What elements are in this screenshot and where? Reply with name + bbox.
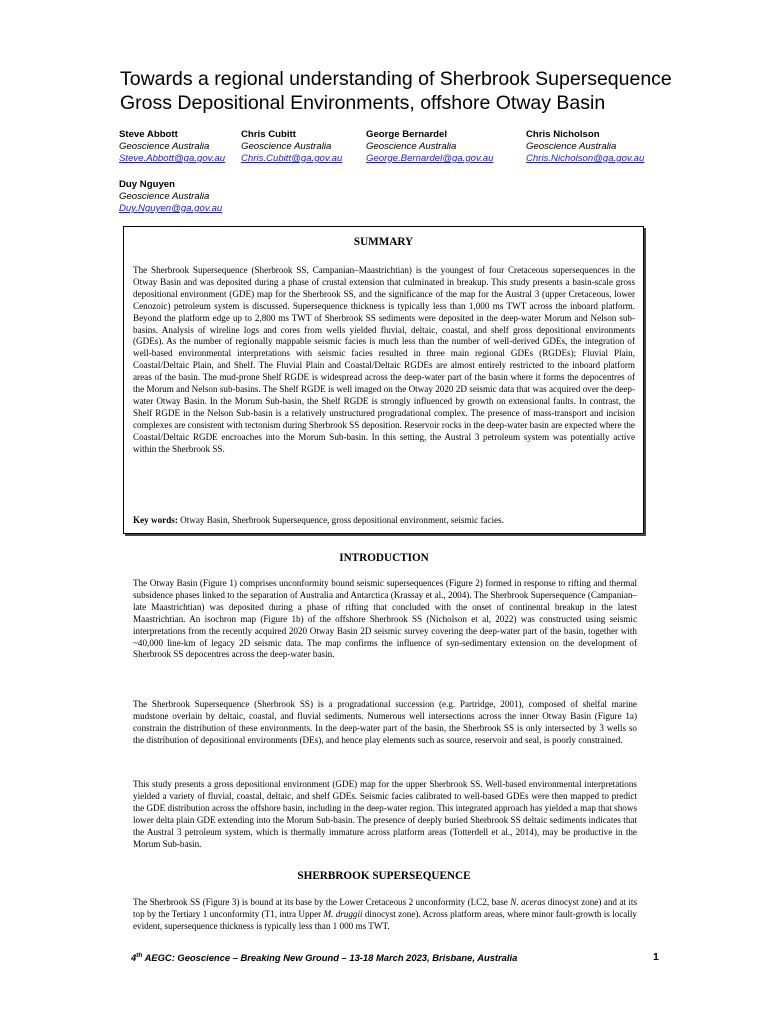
author-affiliation: Geoscience Australia (526, 141, 617, 152)
keywords (133, 515, 635, 527)
summary-text: The Sherbrook Supersequence (Sherbrook SS, Campanian–Maastrichtian) is the youngest of four Cretaceous supersequences in the Otway Basin and was deposited during a phase of crustal extension that culminated in breakup. This study presents a basin-scale gross depositional environment (GDE) map for the Sherbrook SS, and the significance of the map for the Austral 3 (upper Cretaceous, lower Cenozoic) petroleum system is discussed. Supersequence thickness is typically less than 1,000 ms TWT across the inboard platform. Beyond the platform edge up to 2,800 ms TWT of Sherbrook SS sediments were deposited in the deep-water Morum and Nelson sub-basins. Analysis of wireline logs and cores from wells yielded fluvial, deltaic, coastal, and shelf gross depositional environments (GDEs). As the number of regionally mappable seismic facies is much less than the number of well-derived GDEs, the integration of well-based environmental interpretations with seismic facies resulted in three main regional GDEs (RGDEs); Fluvial Plain, Coastal/Deltaic Plain, and Shelf. The Fluvial Plain and Coastal/Deltaic RGDEs are almost entirely restricted to the inboard platform areas of the basin. The mud-prone Shelf RGDE is widespread across the deep-water part of the basin where it forms the depocentres of the Morum and Nelson sub-basins. The Shelf RGDE is well imaged on the Otway 2020 2D seismic data that was acquired over the deep-water Otway Basin. In the Morum Sub-basin, the Shelf RGDE is strongly influenced by growth on extensional faults. In contrast, the Shelf RGDE in the Nelson Sub-basin is a relatively unstructured progradational complex. The presence of mass-transport and incision complexes are consistent with tectonism during Sherbrook SS deposition. Reservoir rocks in the deep-water basin are expected where the Coastal/Deltaic RGDE encroaches into the Morum Sub-basin. In this setting, the Austral 3 petroleum system was potentially active within the Sherbrook SS. (133, 265, 635, 454)
author-name: George Bernardel (366, 129, 448, 140)
introduction-paragraph-1: The Otway Basin (Figure 1) comprises unconformity bound seismic supersequences (Figure 2) formed in response to rifting and thermal subsidence phases linked to the separation of Australia and Antarctica (Krassay et al., 2004). The Sherbrook Supersequence (Campanian–late Maastrichtian) was deposited during a phase of rifting that concluded with the onset of continental breakup in the latest Maastrichtian. An isochron map (Figure 1b) of the offshore Sherbrook SS (Nicholson et al, 2022) was constructed using seismic interpretations from the recently acquired 2020 Otway Basin 2D seismic survey covering the deep-water part of the basin, together with ~40,000 line-km of legacy 2D seismic data. The map confirms the influence of syn-sedimentary extension on the development of Sherbrook SS depocentres across the deep-water basin. (133, 578, 637, 660)
author-affiliation: Geoscience Australia (241, 141, 332, 152)
author-block (366, 129, 493, 165)
taxon-name: M. druggii (323, 908, 363, 919)
text-run: dinocyst zone). Across platform areas, where minor fault-growth is locally evident, supersequence thickness is typically less than 1 000 ms TWT. (133, 908, 637, 931)
author-name: Chris Nicholson (526, 129, 600, 140)
sherbrook-paragraph-1 (133, 897, 637, 933)
introduction-paragraph-2: The Sherbrook Supersequence (Sherbrook SS) is a progradational succession (e.g. Partridge, 2001), composed of shelfal marine mudstone overlain by deltaic, coastal, and fluvial sediments. Numerous well intersections across the inner Otway Basin (Figure 1a) constrain the distribution of these environments. In the deep-water part of the basin, the Sherbrook SS is only intersected by 3 wells so the distribution of depositional environments (DEs), and hence play elements such as source, reservoir and seal, is poorly constrained. (133, 699, 637, 745)
author-email-link[interactable]: Chris.Cubitt@ga.gov.au (241, 153, 343, 164)
text-run: dinocyst zone) and at its top by the Tertiary 1 unconformity (T1, intra Upper (133, 897, 638, 919)
introduction-paragraph-3: This study presents a gross depositional environment (GDE) map for the upper Sherbrook SS. Well-based environmental interpretations yielded a variety of fluvial, coastal, deltaic, and shelf GDEs. Seismic facies calibrated to well-based GDEs were then mapped to predict the GDE distribution across the offshore basin, including in the deep-water region. This integrated approach has yielded a map that shows lower delta plain GDE extending into the Morum Sub-basin. The presence of deeply buried Sherbrook SS deltaic sediments indicates that the Austral 3 petroleum system, which is thermally immature across platform areas (Totterdell et al., 2014), may be productive in the Morum Sub-basin. (133, 779, 637, 849)
author-affiliation: Geoscience Australia (119, 191, 210, 202)
sherbrook-heading: SHERBROOK SUPERSEQUENCE (297, 870, 471, 882)
taxon-name: N. aceras (510, 897, 546, 907)
conference-footer (131, 952, 517, 963)
author-email-link[interactable]: Duy.Nguyen@ga.gov.au (119, 203, 223, 214)
introduction-heading: INTRODUCTION (339, 552, 429, 564)
keywords-list: Otway Basin, Sherbrook Supersequence, gross depositional environment, seismic facies. (180, 515, 505, 525)
footer-ordinal: 4 (131, 952, 137, 964)
author-email-link[interactable]: Chris.Nicholson@ga.gov.au (526, 153, 645, 164)
author-email-link[interactable]: Steve.Abbott@ga.gov.au (119, 153, 226, 164)
author-affiliation: Geoscience Australia (366, 141, 457, 152)
author-email-link[interactable]: George.Bernardel@ga.gov.au (366, 153, 494, 164)
keywords-label: Key words: (133, 515, 178, 525)
author-name: Chris Cubitt (241, 129, 296, 140)
footer-text: AEGC: Geoscience – Breaking New Ground – 13-18 March 2023, Brisbane, Australia (142, 952, 518, 964)
author-block (119, 179, 222, 215)
paper-title: Towards a regional understanding of Sherbrook Supersequence Gross Depositional Environments, offshore Otway Basin (120, 68, 672, 114)
author-name: Steve Abbott (119, 129, 178, 140)
summary-heading: SUMMARY (353, 236, 414, 248)
author-block (526, 129, 644, 165)
author-affiliation: Geoscience Australia (119, 141, 210, 152)
author-block (119, 129, 225, 165)
page-number: 1 (653, 951, 659, 963)
text-run: The Sherbrook SS (Figure 3) is bound at its base by the Lower Cretaceous 2 unconformity (LC2, base (133, 897, 511, 907)
author-block (241, 129, 342, 165)
footer-ordinal-suffix: th (136, 952, 143, 959)
author-name: Duy Nguyen (119, 179, 175, 190)
